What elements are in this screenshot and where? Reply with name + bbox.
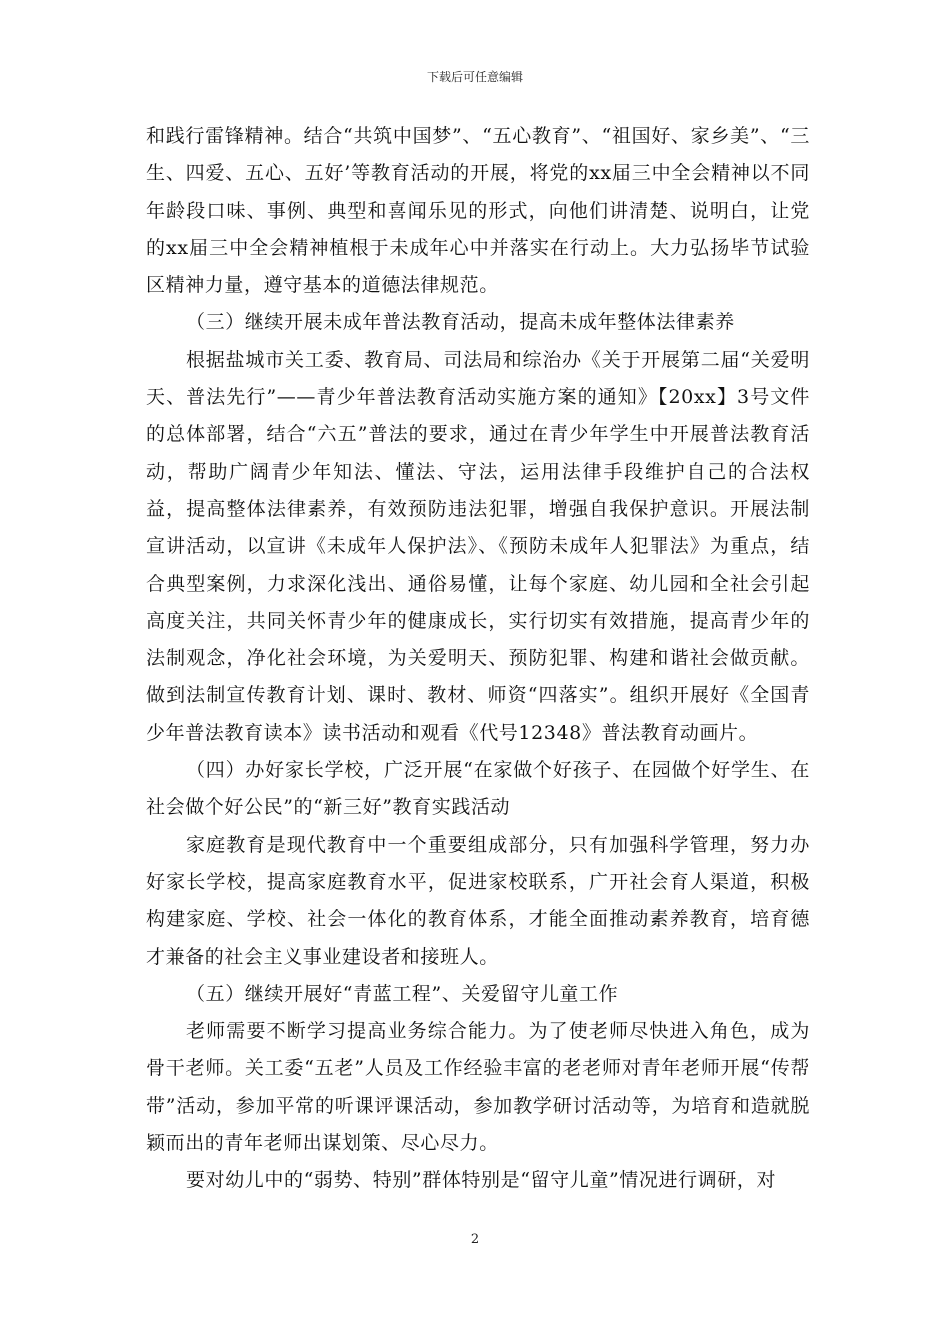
document-body	[146, 118, 810, 1200]
page-number: 2	[470, 1232, 480, 1247]
paragraph-continuation: 和践行雷锋精神。结合“共筑中国梦”、“五心教育”、“祖国好、家乡美”、“三生、四爱、五心、五好’等教育活动的开展，将党的xx届三中全会精神以不同年龄段口味、事例、典型和喜闻乐见的形式，向他们讲清楚、说明白，让党的xx届三中全会精神植根于未成年心中并落实在行动上。大力弘扬毕节试验区精神力量，遵守基本的道德法律规范。	[146, 125, 810, 297]
section-heading-5: （五）继续开展好“青蓝工程”、关爱留守儿童工作	[186, 982, 619, 1005]
section-heading-3: （三）继续开展未成年普法教育活动，提高未成年整体法律素养	[186, 311, 735, 334]
paragraph-teacher-training: 老师需要不断学习提高业务综合能力。为了使老师尽快进入角色，成为骨干老师。关工委“五老”人员及工作经验丰富的老老师对青年老师开展“传帮带”活动，参加平常的听课评课活动，参加教学研讨活动等，为培育和造就脱颖而出的青年老师出谋划策、尽心尽力。	[146, 1020, 810, 1155]
section-heading-4: （四）办好家长学校，广泛开展“在家做个好孩子、在园做个好学生、在社会做个好公民”的“新三好”教育实践活动	[146, 759, 810, 819]
page-header: 下载后可任意编辑	[426, 70, 523, 84]
paragraph-left-behind-children: 要对幼儿中的“弱势、特别”群体特别是“留守儿童”情况进行调研，对	[186, 1169, 777, 1192]
paragraph-legal-education: 根据盐城市关工委、教育局、司法局和综治办《关于开展第二届“关爱明天、普法先行”——青少年普法教育活动实施方案的通知》【20xx】3号文件的总体部署，结合“六五”普法的要求，通过在青少年学生中开展普法教育活动，帮助广阔青少年知法、懂法、守法，运用法律手段维护自己的合法权益，提高整体法律素养，有效预防违法犯罪，增强自我保护意识。开展法制宣讲活动，以宣讲《未成年人保护法》、《预防未成年人犯罪法》为重点，结合典型案例，力求深化浅出、通俗易懂，让每个家庭、幼儿园和全社会引起高度关注，共同关怀青少年的健康成长，实行切实有效措施，提高青少年的法制观念，净化社会环境，为关爱明天、预防犯罪、构建和谐社会做贡献。做到法制宣传教育计划、课时、教材、师资“四落实”。组织开展好《全国青少年普法教育读本》读书活动和观看《代号12348》普法教育动画片。	[146, 348, 810, 744]
paragraph-family-education: 家庭教育是现代教育中一个重要组成部分，只有加强科学管理，努力办好家长学校，提高家庭教育水平，促进家校联系，广开社会育人渠道，积极构建家庭、学校、社会一体化的教育体系，才能全面推动素养教育，培育德才兼备的社会主义事业建设者和接班人。	[146, 833, 810, 968]
